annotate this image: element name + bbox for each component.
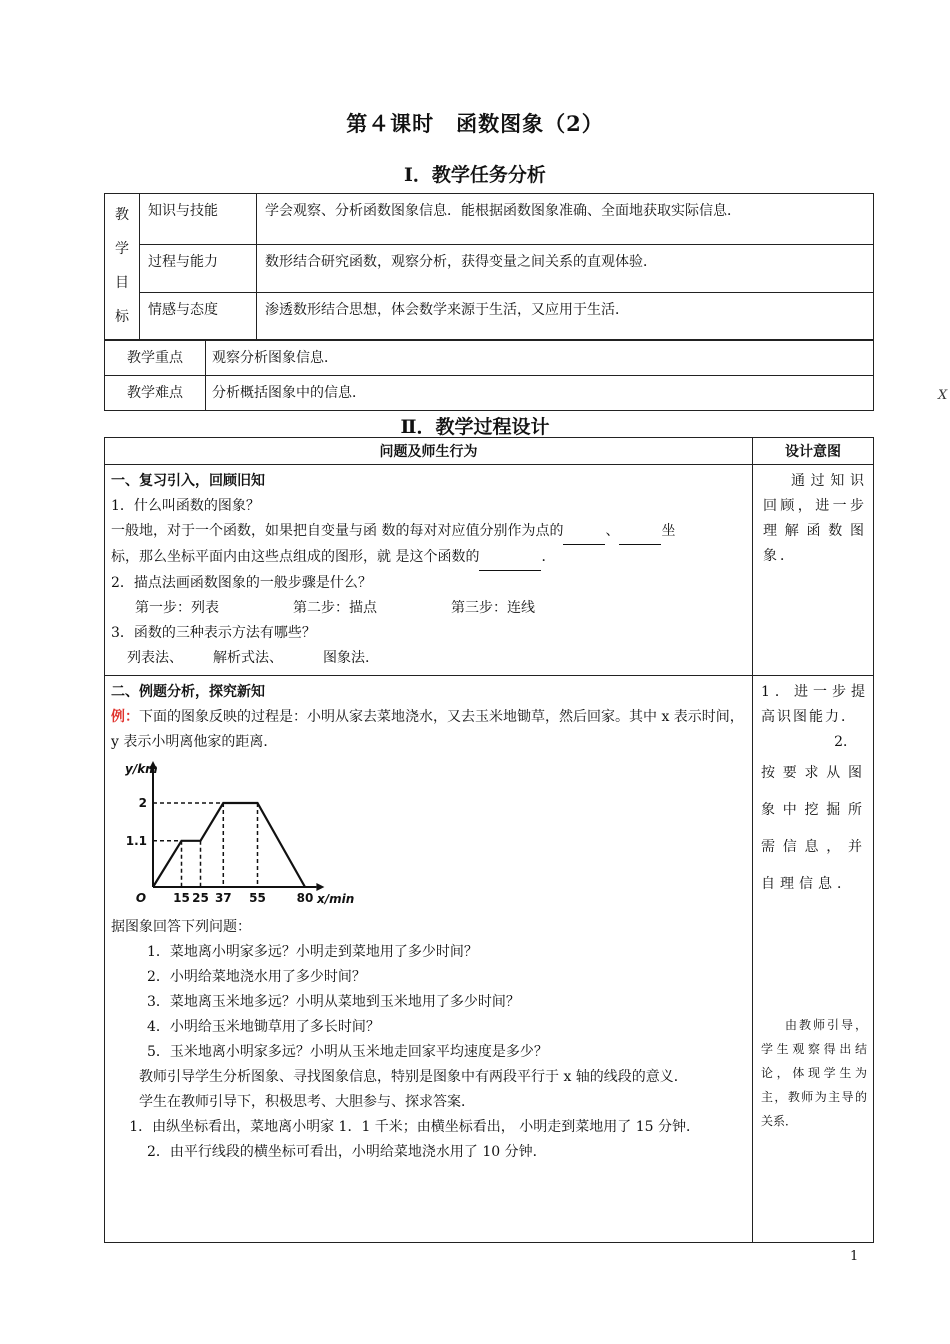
fill-blank [563, 519, 605, 545]
teaching-goals-table [104, 193, 874, 340]
chart-series [153, 803, 305, 887]
goal-label-char: 标 [115, 309, 129, 325]
question-2: 2．描点法画函数图象的一般步骤是什么？ [111, 575, 372, 591]
question-3: 3．函数的三种表示方法有哪些？ [111, 625, 316, 641]
section-heading-1: Ⅰ．教学任务分析 [404, 164, 546, 186]
key-point-text: 观察分析图象信息． [206, 341, 874, 376]
part1-intent [753, 465, 874, 676]
x-axis-label: x/min [317, 892, 355, 906]
y-tick-label: 1.1 [125, 833, 147, 848]
answer-item: 1．由纵坐标看出，菜地离小明家 1．1 千米；由横坐标看出， 小明走到菜地用了 15 分钟． [129, 1119, 700, 1135]
key-point-label: 教学重点 [105, 341, 206, 376]
distance-time-chart [115, 759, 365, 909]
part2-cell [105, 676, 753, 1243]
intent-item: 2． [834, 734, 857, 750]
y-tick-label: 2 [138, 796, 147, 810]
question-1: 1．什么叫函数的图象？ [111, 498, 260, 514]
part2-heading: 二、例题分析，探究新知 [111, 684, 265, 700]
goal-label-char: 教 [115, 207, 129, 223]
question-item: 5．玉米地离小明家多远？小明从玉米地走回家平均速度是多少？ [147, 1044, 548, 1060]
goal-label-process: 过程与能力 [140, 245, 257, 293]
x-axis-arrow [316, 883, 324, 891]
answer-item: 2．由平行线段的横坐标可看出，小明给菜地浇水用了 10 分钟． [147, 1144, 547, 1160]
chart-guides [153, 803, 258, 887]
step-item: 第三步：连线 [451, 600, 535, 616]
goal-label-knowledge: 知识与技能 [140, 194, 257, 245]
intent-item: 由教师引导，学生观察得出结论，体现学生为主，教师为主导的关系． [761, 1018, 867, 1128]
example-text: 下面的图象反映的过程是：小明从家去菜地浇水，又去玉米地锄草，然后回家。其中 x 表示时间，y 表示小明离他家的距离． [111, 709, 744, 750]
column-header-intent: 设计意图 [753, 438, 874, 465]
y-axis-label: y/km [125, 762, 158, 776]
fill-blank [619, 519, 661, 545]
chart-labels [125, 762, 354, 906]
example-paragraph [111, 705, 746, 755]
question-item: 4．小明给玉米地锄草用了多长时间？ [147, 1019, 380, 1035]
part1-cell [105, 465, 753, 676]
x-tick-label: 80 [296, 891, 314, 905]
goal-text-process: 数形结合研究函数，观察分析，获得变量之间关系的直观体验． [257, 245, 874, 293]
x-tick-label: 25 [192, 891, 209, 905]
methods-row [111, 646, 746, 671]
column-header-process: 问题及师生行为 [105, 438, 753, 465]
answer-text: 标，那么坐标平面内由这些点组成的图形，就 是这个函数的 [111, 549, 480, 565]
intent-text: 通过知识回顾，进一步理解函数图象． [763, 473, 867, 564]
page-number: 1 [850, 1249, 859, 1264]
margin-mark: X [938, 388, 948, 403]
student-activity: 学生在教师引导下，积极思考、大胆参与、探求答案． [139, 1094, 475, 1110]
section-heading-2: Ⅱ．教学过程设计 [400, 416, 550, 438]
question-1-answer-cont [111, 545, 746, 571]
answer-intro: 据图象回答下列问题： [111, 919, 251, 935]
difficulty-label: 教学难点 [105, 376, 206, 411]
question-item: 2．小明给菜地浇水用了多少时间？ [147, 969, 366, 985]
answer-text: 一般地，对于一个函数，如果把自变量与函 数的每对对应值分别作为点的 [111, 523, 564, 539]
goal-label-char: 学 [115, 241, 129, 257]
question-item: 3．菜地离玉米地多远？小明从菜地到玉米地用了多少时间？ [147, 994, 520, 1010]
process-design-table [104, 437, 874, 1243]
goal-text-attitude: 渗透数形结合思想，体会数学来源于生活，又应用于生活． [257, 293, 874, 340]
question-1-answer [111, 519, 746, 545]
teacher-guidance: 教师引导学生分析图象、寻找图象信息，特别是图象中有两段平行于 x 轴的线段的意义． [139, 1069, 688, 1085]
x-tick-label: 37 [214, 891, 232, 905]
method-item: 列表法、 [127, 650, 183, 666]
steps-row [111, 596, 746, 621]
distance-line [153, 803, 305, 887]
goal-label-attitude: 情感与态度 [140, 293, 257, 340]
step-item: 第一步：列表 [135, 600, 219, 616]
step-item: 第二步：描点 [293, 600, 377, 616]
part1-heading: 一、复习引入，回顾旧知 [111, 473, 265, 489]
answer-sep: 、 [605, 523, 620, 539]
answer-text: 坐 [661, 523, 676, 539]
x-tick-label: 15 [173, 891, 190, 905]
example-label: 例： [111, 709, 139, 725]
goal-text-knowledge: 学会观察、分析函数图象信息．能根据函数图象准确、全面地获取实际信息． [257, 194, 874, 245]
chart-axes [149, 761, 324, 891]
goals-vertical-label [105, 194, 140, 340]
difficulty-text: 分析概括图象中的信息． [206, 376, 874, 411]
origin-label: O [135, 891, 147, 905]
page-title: 第４课时 函数图象（2） [346, 111, 604, 136]
x-tick-label: 55 [249, 891, 266, 905]
intent-item: 按要求从图象中挖掘所需信息，并自理信息． [761, 765, 867, 892]
part2-intent [753, 676, 874, 1243]
key-points-table [104, 340, 874, 411]
question-item: 1．菜地离小明家多远？小明走到菜地用了多少时间？ [147, 944, 478, 960]
intent-item: 1．进一步提高识图能力． [761, 684, 867, 725]
method-item: 图象法. [323, 650, 370, 666]
fill-blank [479, 545, 541, 571]
answer-text: ． [541, 549, 556, 565]
goal-label-char: 目 [115, 275, 129, 291]
method-item: 解析式法、 [213, 650, 283, 666]
